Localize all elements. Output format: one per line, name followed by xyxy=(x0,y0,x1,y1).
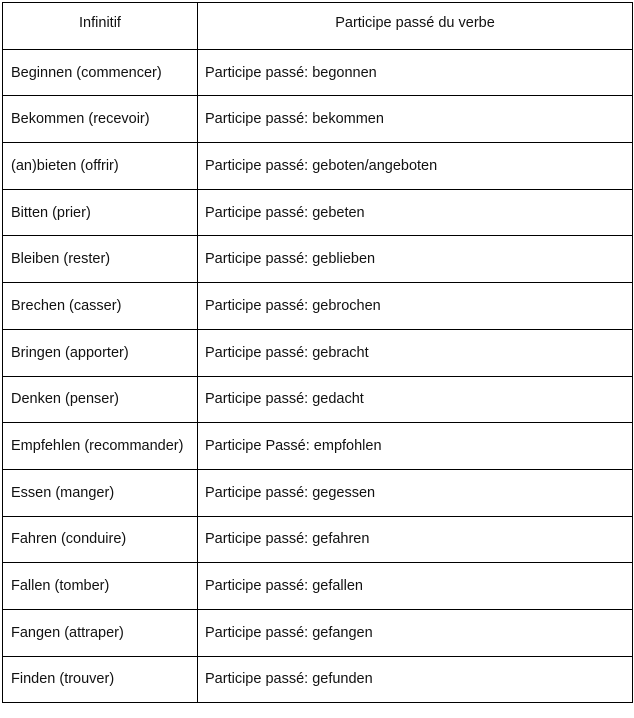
infinitive-cell: Fangen (attraper) xyxy=(3,609,198,656)
participle-cell: Participe passé: geblieben xyxy=(198,236,633,283)
table-row xyxy=(3,96,633,143)
participle-cell: Participe passé: gefallen xyxy=(198,563,633,610)
table-row xyxy=(3,563,633,610)
infinitive-cell: Bleiben (rester) xyxy=(3,236,198,283)
table-row xyxy=(3,469,633,516)
participle-cell: Participe passé: gefunden xyxy=(198,656,633,703)
infinitive-cell: Fallen (tomber) xyxy=(3,563,198,610)
table-row xyxy=(3,283,633,330)
table-row xyxy=(3,516,633,563)
table-row xyxy=(3,609,633,656)
infinitive-cell: Brechen (casser) xyxy=(3,283,198,330)
infinitive-cell: Empfehlen (recommander) xyxy=(3,423,198,470)
infinitive-cell: (an)bieten (offrir) xyxy=(3,143,198,190)
participle-cell: Participe passé: gegessen xyxy=(198,469,633,516)
table-row xyxy=(3,329,633,376)
header-past-participle: Participe passé du verbe xyxy=(198,3,633,50)
verb-conjugation-table xyxy=(2,2,633,703)
infinitive-cell: Denken (penser) xyxy=(3,376,198,423)
table-row xyxy=(3,656,633,703)
infinitive-cell: Fahren (conduire) xyxy=(3,516,198,563)
infinitive-cell: Bringen (apporter) xyxy=(3,329,198,376)
participle-cell: Participe passé: gefangen xyxy=(198,609,633,656)
table-row xyxy=(3,143,633,190)
participle-cell: Participe passé: geboten/angeboten xyxy=(198,143,633,190)
table-row xyxy=(3,189,633,236)
participle-cell: Participe passé: gedacht xyxy=(198,376,633,423)
infinitive-cell: Bekommen (recevoir) xyxy=(3,96,198,143)
participle-cell: Participe passé: gebrochen xyxy=(198,283,633,330)
infinitive-cell: Finden (trouver) xyxy=(3,656,198,703)
participle-cell: Participe passé: bekommen xyxy=(198,96,633,143)
table-row xyxy=(3,376,633,423)
header-infinitive: Infinitif xyxy=(3,3,198,50)
infinitive-cell: Beginnen (commencer) xyxy=(3,49,198,96)
participle-cell: Participe Passé: empfohlen xyxy=(198,423,633,470)
table-row xyxy=(3,423,633,470)
header-row xyxy=(3,3,633,50)
participle-cell: Participe passé: gebeten xyxy=(198,189,633,236)
participle-cell: Participe passé: gebracht xyxy=(198,329,633,376)
table-row xyxy=(3,49,633,96)
participle-cell: Participe passé: gefahren xyxy=(198,516,633,563)
infinitive-cell: Essen (manger) xyxy=(3,469,198,516)
table-row xyxy=(3,236,633,283)
participle-cell: Participe passé: begonnen xyxy=(198,49,633,96)
infinitive-cell: Bitten (prier) xyxy=(3,189,198,236)
